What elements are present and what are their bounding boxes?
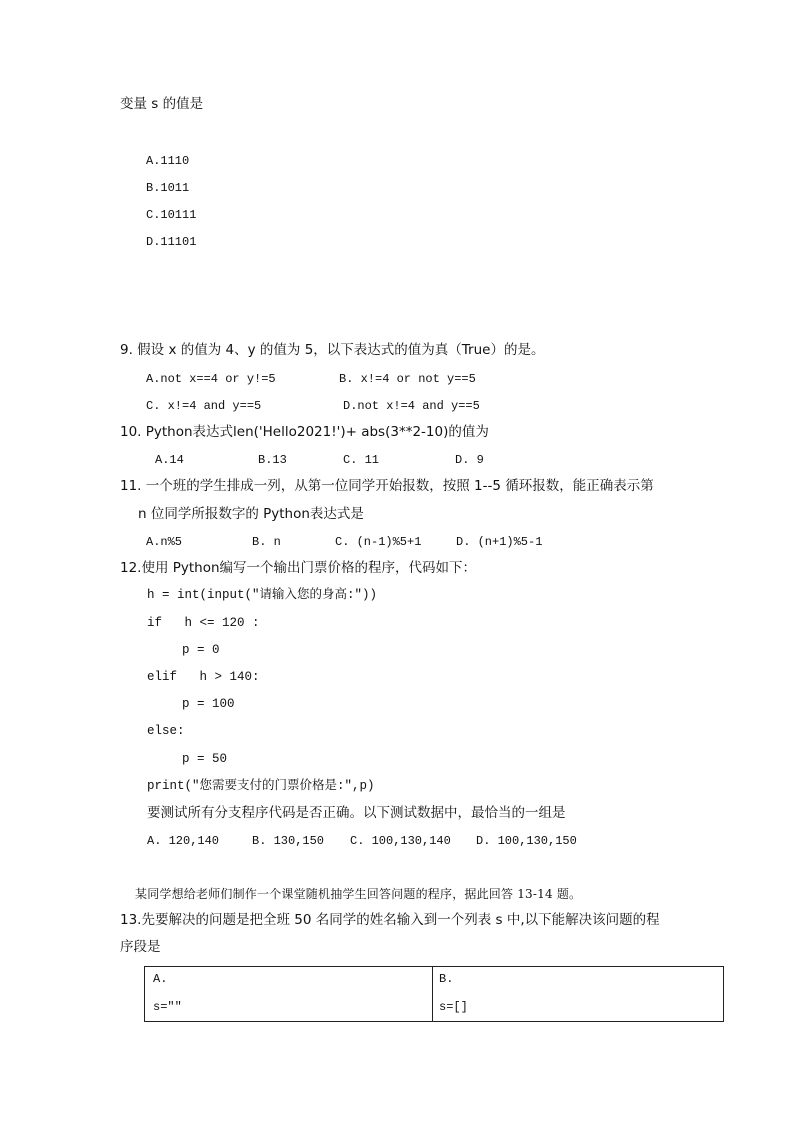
q13-stem-line-2: 序段是 (120, 939, 161, 955)
table-cell-a-label: A. (153, 972, 168, 986)
q12-question: 要测试所有分支程序代码是否正确。以下测试数据中，最恰当的一组是 (147, 805, 566, 821)
q12-option-a: A. 120,140 (147, 834, 220, 848)
q13-stem-line-1: 13.先要解决的问题是把全班 50 名同学的姓名输入到一个列表 s 中,以下能解决该问题的程 (120, 912, 660, 928)
table-cell-b-label: B. (439, 972, 454, 986)
code-line: else: (147, 724, 185, 738)
q10-option-b: B.13 (258, 453, 287, 467)
intro-text: 变量 s 的值是 (120, 96, 204, 112)
q12-option-c: C. 100,130,140 (350, 834, 451, 848)
q10-option-d: D. 9 (455, 453, 484, 467)
q10-stem: 10. Python表达式len('Hello2021!')+ abs(3**2-10)的值为 (120, 424, 489, 440)
table-divider (432, 967, 433, 1021)
q11-stem-line-1: 11. 一个班的学生排成一列，从第一位同学开始报数，按照 1--5 循环报数，能正确表示第 (120, 478, 654, 494)
q8-option-b: B.1011 (146, 181, 190, 195)
q9-option-c: C. x!=4 and y==5 (146, 399, 262, 413)
q8-option-c: C.10111 (146, 208, 197, 222)
code-line: p = 0 (182, 643, 220, 657)
q9-option-b: B. x!=4 or not y==5 (339, 372, 476, 386)
code-line: elif h > 140: (147, 670, 260, 684)
q9-option-a: A.not x==4 or y!=5 (146, 372, 276, 386)
q12-option-d: D. 100,130,150 (476, 834, 577, 848)
answer-table (144, 966, 724, 1022)
q11-option-d: D. (n+1)%5-1 (456, 535, 543, 549)
q11-option-a: A.n%5 (146, 535, 183, 549)
q8-option-a: A.1110 (146, 154, 190, 168)
q9-stem: 9. 假设 x 的值为 4、y 的值为 5，以下表达式的值为真（True）的是。 (120, 342, 545, 358)
q11-stem-line-2: n 位同学所报数字的 Python表达式是 (138, 506, 364, 522)
section-note: 某同学想给老师们制作一个课堂随机抽学生回答问题的程序，据此回答 13-14 题。 (135, 887, 582, 901)
q12-option-b: B. 130,150 (252, 834, 325, 848)
table-cell-b-code: s=[] (439, 1000, 468, 1014)
code-line: p = 50 (182, 752, 228, 766)
code-line: if h <= 120 : (147, 616, 260, 630)
q10-option-a: A.14 (155, 453, 184, 467)
code-line: p = 100 (182, 697, 235, 711)
table-cell-a-code: s="" (153, 1000, 182, 1014)
q9-option-d: D.not x!=4 and y==5 (343, 399, 480, 413)
code-line: h = int(input("请输入您的身高:")) (147, 588, 378, 602)
q11-option-b: B. n (252, 535, 281, 549)
q10-option-c: C. 11 (343, 453, 380, 467)
q12-stem: 12.使用 Python编写一个输出门票价格的程序，代码如下： (120, 560, 477, 576)
q11-option-c: C. (n-1)%5+1 (335, 535, 422, 549)
code-line: print("您需要支付的门票价格是:",p) (147, 779, 375, 793)
q8-option-d: D.11101 (146, 235, 197, 249)
